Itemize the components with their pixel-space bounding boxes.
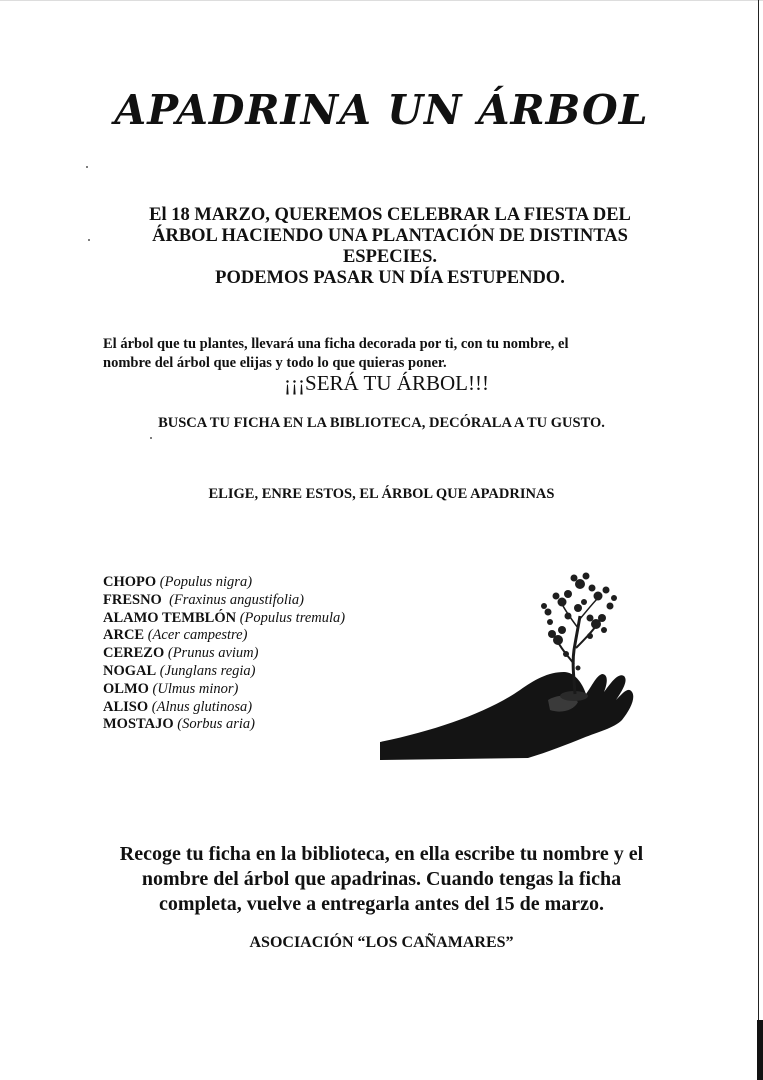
tree-name: NOGAL	[103, 662, 157, 679]
intro-line: El 18 MARZO, QUEREMOS CELEBRAR LA FIESTA DEL	[149, 205, 631, 225]
intro-line: PODEMOS PASAR UN DÍA ESTUPENDO.	[215, 268, 565, 288]
tree-latin-name: (Ulmus minor)	[152, 680, 239, 697]
intro-text	[100, 205, 680, 289]
list-item	[103, 645, 345, 663]
page-title: APADRINA UN ÁRBOL	[114, 86, 649, 134]
list-item	[103, 610, 345, 628]
tree-list	[103, 574, 345, 734]
closing-line: nombre del árbol que apadrinas. Cuando tengas la ficha	[141, 868, 622, 890]
intro-line: ÁRBOL HACIENDO UNA PLANTACIÓN DE DISTINTAS	[152, 226, 628, 246]
tree-name: FRESNO	[103, 591, 162, 608]
tree-name: ALISO	[103, 698, 149, 715]
description-paragraph	[103, 335, 633, 373]
tree-name: MOSTAJO	[103, 716, 174, 733]
list-item	[103, 663, 345, 681]
instruction-text: BUSCA TU FICHA EN LA BIBLIOTECA, DECÓRALA A TU GUSTO.	[158, 415, 605, 431]
tree-name: CEREZO	[103, 645, 165, 662]
association-signature: ASOCIACIÓN “LOS CAÑAMARES”	[249, 934, 514, 951]
scan-top-edge	[0, 0, 763, 1]
closing-text	[70, 842, 693, 917]
tree-name: ALAMO TEMBLÓN	[103, 609, 237, 626]
paragraph-line: El árbol que tu plantes, llevará una ficha decorada por ti, con tu nombre, el	[103, 336, 569, 352]
list-item	[103, 627, 345, 645]
tree-latin-name: (Sorbus aria)	[177, 716, 255, 733]
list-item	[103, 574, 345, 592]
tree-latin-name: (Fraxinus angustifolia)	[169, 591, 305, 608]
choose-heading: ELIGE, ENRE ESTOS, EL ÁRBOL QUE APADRINAS	[208, 486, 555, 502]
paragraph-line: nombre del árbol que elijas y todo lo que quieras poner.	[103, 355, 447, 371]
scan-speck	[150, 437, 152, 439]
closing-line: Recoge tu ficha en la biblioteca, en ella escribe tu nombre y el	[119, 843, 644, 865]
scan-bottom-corner	[757, 1020, 763, 1080]
list-item	[103, 716, 345, 734]
tree-latin-name: (Populus nigra)	[159, 574, 253, 590]
tree-latin-name: (Populus tremula)	[239, 609, 346, 626]
tree-name: ARCE	[103, 627, 145, 644]
tree-latin-name: (Alnus glutinosa)	[151, 698, 253, 715]
hand-holding-sapling-illustration	[378, 568, 640, 760]
list-item	[103, 699, 345, 717]
tree-name: OLMO	[103, 680, 149, 697]
tree-latin-name: (Prunus avium)	[167, 645, 259, 662]
list-item	[103, 592, 345, 610]
list-item	[103, 681, 345, 699]
closing-line: completa, vuelve a entregarla antes del 15 de marzo.	[158, 893, 605, 915]
tree-latin-name: (Junglans regia)	[159, 662, 256, 679]
highlight-text: ¡¡¡SERÁ TU ÁRBOL!!!	[284, 371, 489, 395]
scan-speck	[88, 239, 90, 241]
scan-speck	[86, 166, 88, 168]
tree-name: CHOPO	[103, 574, 157, 590]
scan-right-edge	[758, 0, 759, 1080]
tree-latin-name: (Acer campestre)	[147, 627, 248, 644]
intro-line: ESPECIES.	[342, 247, 438, 267]
